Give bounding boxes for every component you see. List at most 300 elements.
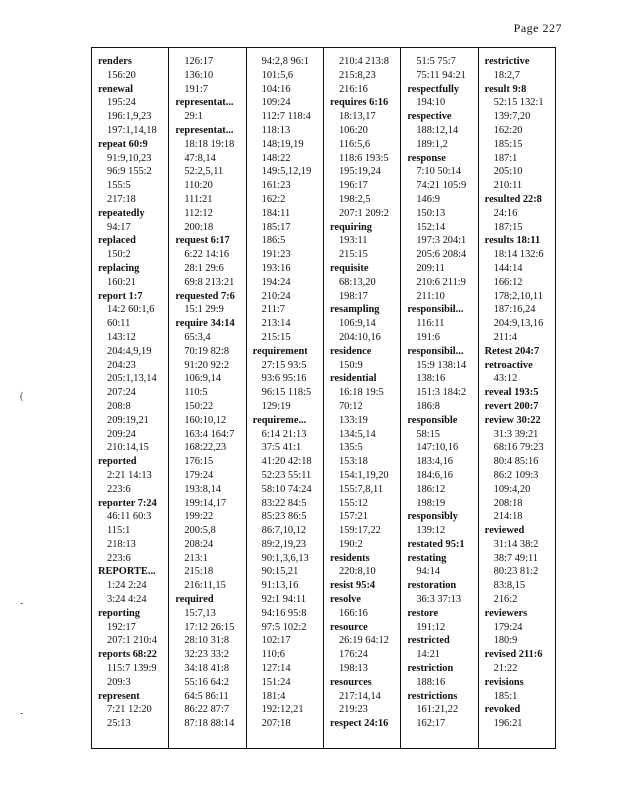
index-reference: 150:2 [107,249,131,261]
index-reference: 1:24 2:24 [107,580,147,592]
index-reference: 115:1 [107,525,131,537]
index-term: restore [407,607,439,619]
index-reference: 209:3 [107,676,131,688]
index-term: requirement [252,345,308,357]
index-reference: 178:2,10,11 [493,290,543,302]
index-reference: 24:16 [493,207,518,219]
index-term: results 18:11 [484,235,541,247]
index-reference: 179:24 [493,621,523,633]
index-term: representat... [175,97,234,109]
index-term: residents [329,552,370,564]
index-reference: 193:8,14 [184,483,221,495]
index-reference: 213:1 [184,552,208,564]
index-reference: 208:8 [107,400,131,412]
index-reference: 143:12 [107,331,136,343]
index-reference: 28:10 31:8 [184,635,230,647]
index-reference: 160:10,12 [184,414,227,426]
index-reference: 189:1,2 [416,138,448,150]
index-term: restoration [407,580,457,592]
index-reference: 106:9,14 [338,318,376,330]
index-reference: 65:3,4 [184,331,211,343]
index-reference: 7:21 12:20 [107,704,152,716]
index-reference: 191:6 [416,331,440,343]
index-reference: 162:17 [416,718,446,730]
index-reference: 52:23 55:11 [261,469,312,481]
index-reference: 86:7,10,12 [261,525,307,537]
index-reference: 68:13,20 [338,276,376,288]
index-reference: 195:24 [107,97,136,109]
index-reference: 52:2,5,11 [184,166,224,178]
index-reference: 181:4 [261,690,286,702]
index-reference: 193:16 [261,262,291,274]
index-reference: 207:24 [107,387,136,399]
index-reference: 118:13 [261,124,291,136]
index-reference: 126:17 [184,56,214,67]
index-reference: 144:14 [493,262,523,274]
index-reference: 110:5 [184,387,208,399]
page-number: Page 227 [513,21,562,35]
index-reference: 83:8,15 [493,580,526,592]
index-reference: 210:11 [493,180,523,192]
index-reference: 223:6 [107,483,131,495]
index-reference: 83:22 84:5 [261,497,307,509]
index-reference: 150:22 [184,400,214,412]
index-reference: 112:7 118:4 [261,111,311,123]
index-term: result 9:8 [484,83,527,95]
index-reference: 215:8,23 [338,69,376,81]
index-reference: 31:14 38:2 [493,538,539,550]
index-reference: 26:19 64:12 [338,635,389,647]
index-reference: 151:24 [261,676,291,688]
index-reference: 139:12 [416,525,446,537]
index-reference: 97:5 102:2 [261,621,307,633]
index-term: requireme... [252,414,307,426]
index-term: responsibil... [407,345,464,357]
index-reference: 106:9,14 [184,373,221,385]
index-column-6 [478,48,555,748]
index-reference: 134:5,14 [338,428,376,440]
index-reference: 218:13 [107,538,136,550]
index-reference: 47:8,14 [184,152,216,164]
index-term: responsibly [407,511,458,523]
index-term: reported [98,456,137,468]
index-reference: 166:16 [338,607,368,619]
index-reference: 191:7 [184,83,208,95]
index-reference: 36:3 37:13 [416,594,462,606]
index-reference: 94:14 [416,566,440,578]
index-reference: 21:22 [493,663,518,675]
index-reference: 75:11 94:21 [416,69,466,81]
index-term: reveal 193:5 [484,387,539,399]
index-reference: 217:14,14 [338,690,381,702]
index-reference: 180:9 [493,635,518,647]
index-reference: 25:13 [107,718,131,730]
index-reference: 147:10,16 [416,442,459,454]
index-term: revoked [484,704,521,716]
index-reference: 3:24 4:24 [107,594,147,606]
index-reference: 210:4 213:8 [338,56,389,67]
index-reference: 149:5,12,19 [261,166,312,178]
index-reference: 215:15 [338,249,368,261]
index-term: resist 95:4 [329,580,376,592]
index-term: residential [329,373,377,385]
index-reference: 219:23 [338,704,368,716]
index-term: revisions [484,676,524,688]
index-reference: 214:18 [493,511,523,523]
index-reference: 27:15 93:5 [261,359,307,371]
index-reference: 151:3 184:2 [416,387,467,399]
index-term: restrictive [484,56,530,67]
index-reference: 110:6 [261,649,285,661]
index-term: replacing [98,262,140,274]
index-term: renewal [98,83,134,95]
index-reference: 136:10 [184,69,214,81]
index-reference: 18:2,7 [493,69,520,81]
index-term: resampling [329,304,380,316]
index-reference: 138:16 [416,373,446,385]
index-reference: 55:16 64:2 [184,676,230,688]
index-reference: 210:6 211:9 [416,276,466,288]
index-reference: 184:6,16 [416,469,453,481]
index-reference: 58:15 [416,428,440,440]
index-reference: 159:17,22 [338,525,381,537]
index-reference: 213:14 [261,318,291,330]
index-reference: 160:21 [107,276,136,288]
index-reference: 191:23 [261,249,291,261]
index-reference: 29:1 [184,111,203,123]
index-reference: 187:16,24 [493,304,536,316]
index-reference: 104:16 [261,83,291,95]
index-reference: 187:1 [493,152,518,164]
index-reference: 18:18 19:18 [184,138,235,150]
index-term: repeat 60:9 [98,138,148,150]
index-reference: 211:10 [416,290,445,302]
index-reference: 94:2,8 96:1 [261,56,309,67]
index-term: resource [329,621,368,633]
index-reference: 216:2 [493,594,518,606]
index-term: restrictions [407,690,458,702]
index-reference: 205:6 208:4 [416,249,467,261]
index-term: restriction [407,663,454,675]
index-reference: 209:19,21 [107,414,149,426]
index-reference: 208:24 [184,538,214,550]
index-term: restated 95:1 [407,538,465,550]
index-reference: 37:5 41:1 [261,442,302,454]
index-reference: 110:20 [184,180,213,192]
index-term: responsible [407,414,458,426]
index-reference: 86:22 87:7 [184,704,230,716]
index-reference: 197:3 204:1 [416,235,467,247]
index-reference: 133:19 [338,414,368,426]
index-reference: 14:21 [416,649,440,661]
index-reference: 198:2,5 [338,193,371,205]
index-reference: 192:12,21 [261,704,304,716]
index-reference: 215:15 [261,331,291,343]
index-reference: 70:19 82:8 [184,345,230,357]
index-reference: 188:16 [416,676,446,688]
index-reference: 69:8 213:21 [184,276,235,288]
index-reference: 109:4,20 [493,483,531,495]
index-reference: 192:17 [107,621,136,633]
index-reference: 153:18 [338,456,368,468]
index-term: restricted [407,635,450,647]
index-reference: 187:15 [493,221,523,233]
index-reference: 196:17 [338,180,368,192]
index-reference: 74:21 105:9 [416,180,467,192]
index-reference: 166:12 [493,276,523,288]
index-reference: 111:21 [184,193,213,205]
index-reference: 209:11 [416,262,445,274]
index-reference: 58:10 74:24 [261,483,312,495]
index-term: respective [407,111,452,123]
index-reference: 68:16 79:23 [493,442,544,454]
index-reference: 91:13,16 [261,580,299,592]
index-reference: 200:5,8 [184,525,216,537]
index-reference: 179:24 [184,469,214,481]
index-reference: 14:2 60:1,6 [107,304,155,316]
index-reference: 60:11 [107,318,131,330]
index-reference: 52:15 132:1 [493,97,544,109]
index-term: represent [98,690,140,702]
index-reference: 154:1,19,20 [338,469,389,481]
index-reference: 87:18 88:14 [184,718,235,730]
index-reference: 96:15 118:5 [261,387,312,399]
index-reference: 176:24 [338,649,368,661]
index-term: respect 24:16 [329,718,389,730]
index-reference: 86:2 109:3 [493,469,539,481]
index-reference: 116:5,6 [338,138,371,150]
index-term: residence [329,345,372,357]
index-reference: 94:17 [107,221,131,233]
index-reference: 6:22 14:16 [184,249,230,261]
index-reference: 91:20 92:2 [184,359,230,371]
index-reference: 91:9,10,23 [107,152,152,164]
index-reference: 85:23 86:5 [261,511,307,523]
index-reference: 186:12 [416,483,446,495]
index-reference: 204:23 [107,359,136,371]
margin-mark: - [20,598,24,609]
index-reference: 215:18 [184,566,214,578]
index-reference: 207:1 209:2 [338,207,389,219]
index-reference: 216:11,15 [184,580,226,592]
index-reference: 185:15 [493,138,523,150]
index-reference: 210:14,15 [107,442,149,454]
index-reference: 38:7 49:11 [493,552,538,564]
index-reference: 210:24 [261,290,291,302]
index-reference: 205:1,13,14 [107,373,157,385]
index-term: Retest 204:7 [484,345,540,357]
index-term: reports 68:22 [98,649,157,661]
index-reference: 90:15,21 [261,566,299,578]
index-reference: 217:18 [107,193,136,205]
index-reference: 115:7 139:9 [107,663,157,675]
index-reference: 15:9 138:14 [416,359,467,371]
index-reference: 220:8,10 [338,566,376,578]
index-reference: 6:14 21:13 [261,428,307,440]
index-reference: 184:11 [261,207,291,219]
index-term: repeatedly [98,207,145,219]
index-term: request 6:17 [175,235,230,247]
index-reference: 106:20 [338,124,368,136]
index-term: requisite [329,262,369,274]
word-index-table [91,47,556,749]
index-reference: 155:5 [107,180,131,192]
index-reference: 152:14 [416,221,446,233]
index-reference: 43:12 [493,373,518,385]
index-reference: 161:21,22 [416,704,459,716]
index-reference: 118:6 193:5 [338,152,389,164]
index-term: response [407,152,446,164]
index-reference: 80:23 81:2 [493,566,539,578]
index-reference: 80:4 85:16 [493,456,539,468]
index-reference: 223:6 [107,552,131,564]
index-reference: 205:10 [493,166,523,178]
index-reference: 148:22 [261,152,291,164]
index-reference: 196:21 [493,718,523,730]
index-term: required [175,594,214,606]
index-reference: 186:5 [261,235,286,247]
index-term: reviewers [484,607,528,619]
index-reference: 209:24 [107,428,136,440]
index-reference: 2:21 14:13 [107,469,152,481]
index-term: representat... [175,124,234,136]
index-reference: 216:16 [338,83,368,95]
index-reference: 162:2 [261,193,286,205]
index-reference: 200:18 [184,221,214,233]
index-reference: 70:12 [338,400,363,412]
index-reference: 32:23 33:2 [184,649,230,661]
index-reference: 96:9 155:2 [107,166,152,178]
index-term: revert 200:7 [484,400,539,412]
index-column-4 [323,48,400,748]
index-reference: 183:4,16 [416,456,453,468]
index-reference: 155:12 [338,497,368,509]
index-reference: 127:14 [261,663,291,675]
index-term: requested 7:6 [175,290,235,302]
index-reference: 89:2,19,23 [261,538,307,550]
index-reference: 163:4 164:7 [184,428,235,440]
index-reference: 28:1 29:6 [184,262,224,274]
index-column-1 [92,48,168,748]
index-term: review 30:22 [484,414,541,426]
index-reference: 195:19,24 [338,166,381,178]
index-reference: 18:14 132:6 [493,249,544,261]
index-term: requiring [329,221,372,233]
index-reference: 211:4 [493,331,517,343]
index-column-5 [400,48,477,748]
index-reference: 204:9,13,16 [493,318,544,330]
index-reference: 168:22,23 [184,442,227,454]
index-reference: 191:12 [416,621,446,633]
index-term: reporting [98,607,140,619]
index-reference: 194:10 [416,97,446,109]
index-term: requires 6:16 [329,97,389,109]
index-column-3 [246,48,323,748]
index-reference: 15:1 29:9 [184,304,224,316]
index-term: resolve [329,594,361,606]
index-reference: 34:18 41:8 [184,663,230,675]
index-term: report 1:7 [98,290,143,302]
index-reference: 150:13 [416,207,446,219]
index-term: REPORTE... [98,566,156,578]
index-term: reviewed [484,525,525,537]
index-reference: 176:15 [184,456,214,468]
margin-mark: ( [20,391,24,402]
index-reference: 41:20 42:18 [261,456,312,468]
index-reference: 185:17 [261,221,291,233]
index-reference: 15:7,13 [184,607,216,619]
index-term: resources [329,676,372,688]
index-term: respectfully [407,83,460,95]
index-reference: 16:18 19:5 [338,387,384,399]
index-reference: 198:13 [338,663,368,675]
index-reference: 7:10 50:14 [416,166,462,178]
index-reference: 102:17 [261,635,291,647]
index-reference: 51:5 75:7 [416,56,456,67]
index-term: revised 211:6 [484,649,543,661]
index-reference: 46:11 60:3 [107,511,152,523]
index-term: renders [98,56,132,67]
index-reference: 157:21 [338,511,368,523]
index-reference: 146:9 [416,193,440,205]
index-reference: 31:3 39:21 [493,428,539,440]
index-term: replaced [98,235,136,247]
margin-mark: - [20,708,24,719]
index-reference: 109:24 [261,97,291,109]
index-reference: 186:8 [416,400,440,412]
index-reference: 150:9 [338,359,363,371]
index-reference: 162:20 [493,124,523,136]
index-reference: 207:1 210:4 [107,635,157,647]
index-term: responsibil... [407,304,464,316]
index-reference: 93:6 95:16 [261,373,307,385]
index-term: restating [407,552,447,564]
index-term: retroactive [484,359,533,371]
index-reference: 161:23 [261,180,291,192]
index-column-2 [168,48,245,748]
index-reference: 94:16 95:8 [261,607,307,619]
index-reference: 196:1,9,23 [107,111,152,123]
index-reference: 199:14,17 [184,497,227,509]
index-reference: 129:19 [261,400,291,412]
index-term: resulted 22:8 [484,193,542,205]
index-reference: 190:2 [338,538,363,550]
index-reference: 92:1 94:11 [261,594,307,606]
index-reference: 90:1,3,6,13 [261,552,309,564]
index-reference: 199:22 [184,511,214,523]
index-reference: 198:19 [416,497,446,509]
index-reference: 197:1,14,18 [107,124,157,136]
index-reference: 155:7,8,11 [338,483,384,495]
index-reference: 18:13,17 [338,111,376,123]
index-reference: 194:24 [261,276,291,288]
index-reference: 139:7,20 [493,111,531,123]
index-reference: 193:11 [338,235,368,247]
index-reference: 156:20 [107,69,136,81]
index-reference: 185:1 [493,690,518,702]
index-reference: 204:10,16 [338,331,381,343]
index-reference: 101:5,6 [261,69,294,81]
index-reference: 112:12 [184,207,213,219]
index-reference: 211:7 [261,304,285,316]
index-reference: 135:5 [338,442,363,454]
index-reference: 207:18 [261,718,291,730]
index-reference: 188:12,14 [416,124,459,136]
index-reference: 208:18 [493,497,523,509]
index-reference: 148:19,19 [261,138,304,150]
index-reference: 64:5 86:11 [184,690,229,702]
index-reference: 17:12 26:15 [184,621,235,633]
